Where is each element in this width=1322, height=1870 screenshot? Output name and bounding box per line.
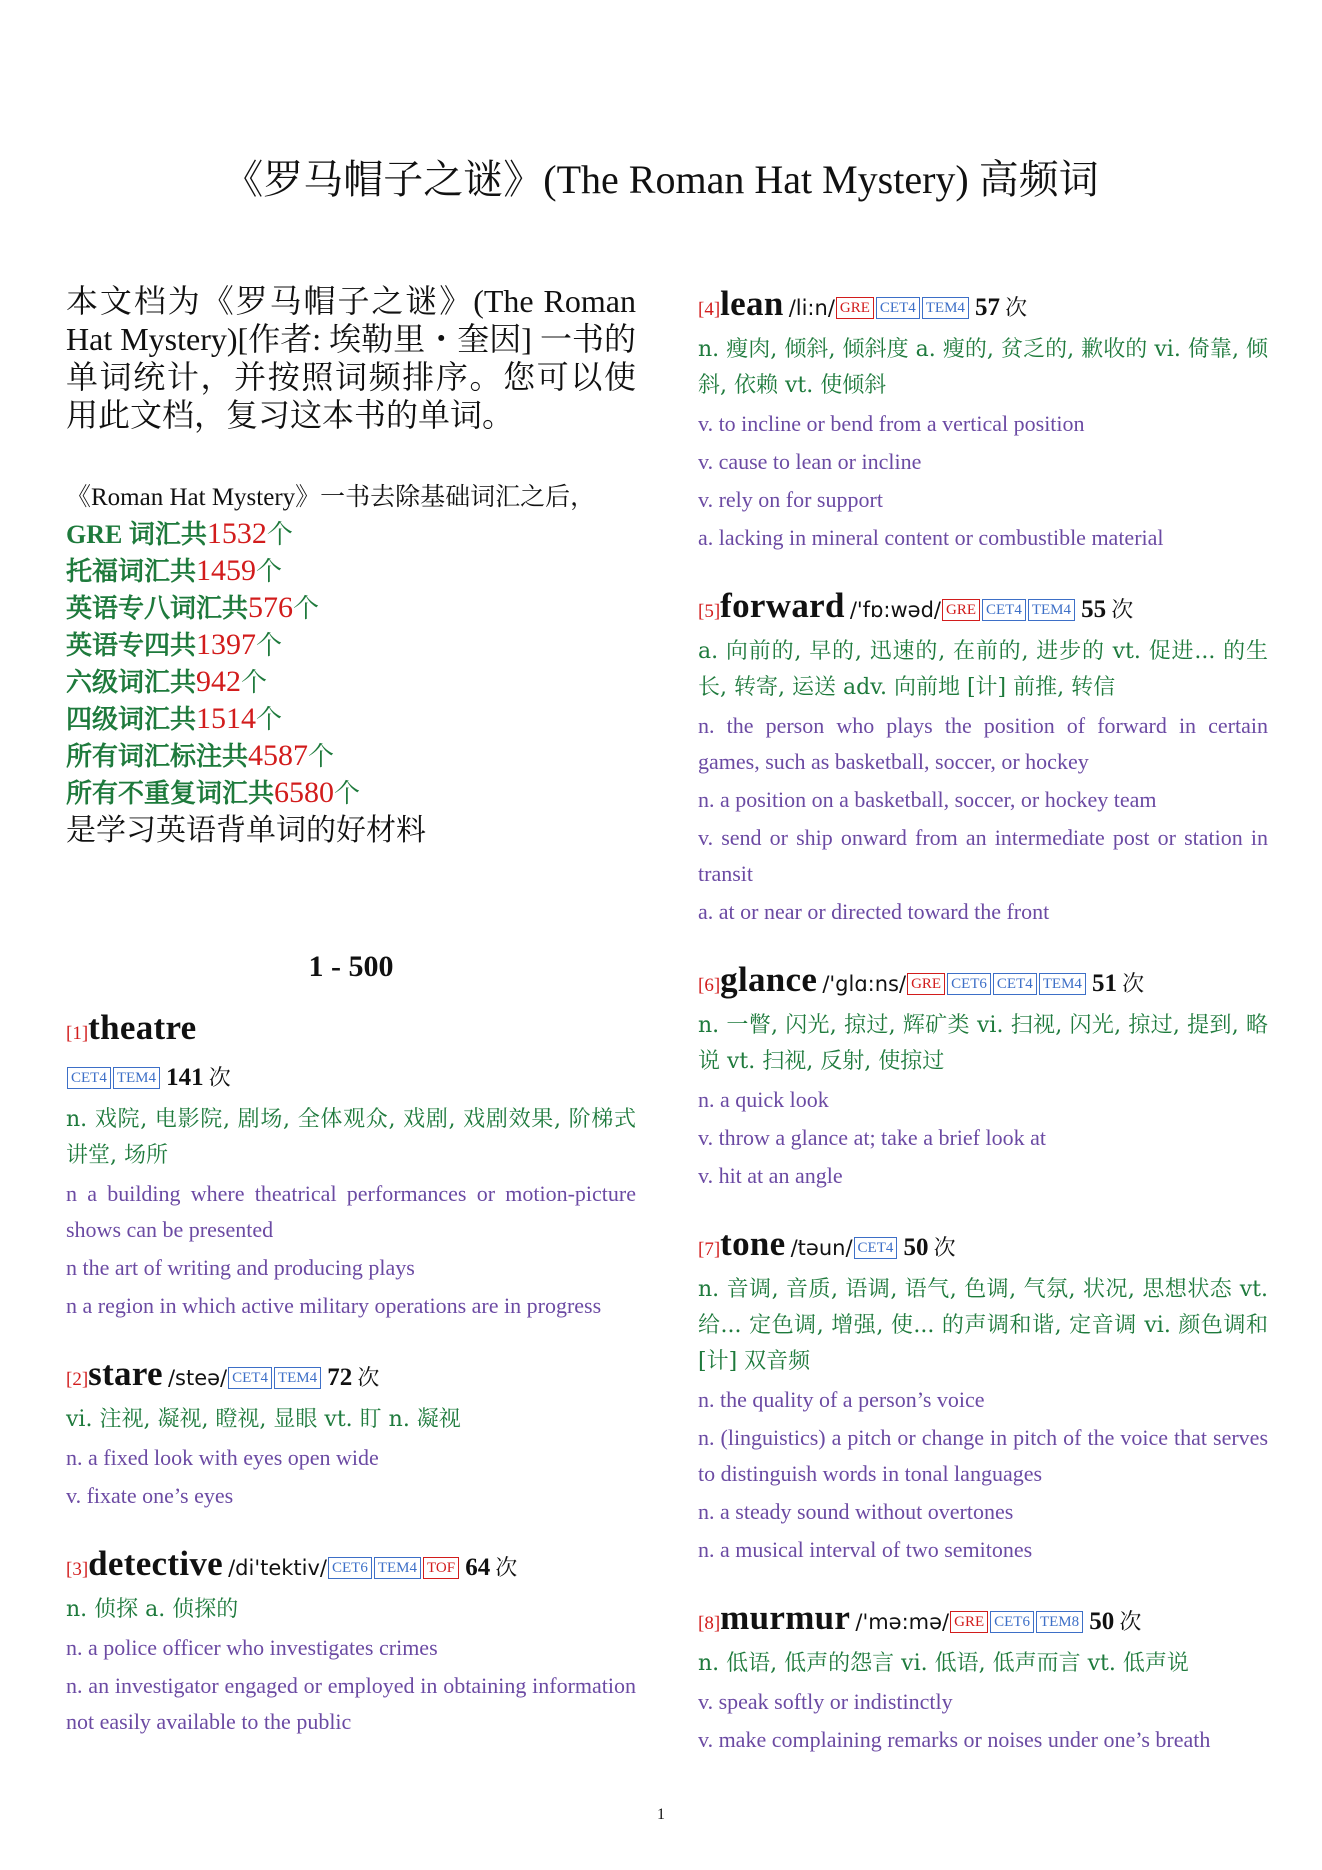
english-definition: v. send or ship onward from an intermediate post or station in transit xyxy=(698,825,1268,886)
english-definition: n a region in which active military operations are in progress xyxy=(66,1293,602,1318)
entry-head xyxy=(698,584,1268,634)
exam-tag: GRE xyxy=(907,973,945,995)
english-definition: v. speak softly or indistinctly xyxy=(698,1689,953,1714)
frequency-unit: 次 xyxy=(1005,295,1028,320)
stat-line xyxy=(66,553,636,590)
entry-head xyxy=(698,282,1268,332)
word-entry xyxy=(66,1352,636,1514)
english-definition: v. rely on for support xyxy=(698,487,883,512)
stat-line xyxy=(66,590,636,627)
stat-label: 所有不重复词汇共 xyxy=(66,779,275,808)
english-definition: n the art of writing and producing plays xyxy=(66,1255,415,1280)
english-definition: n. a steady sound without overtones xyxy=(698,1499,1014,1524)
entries-left xyxy=(66,1006,636,1740)
chinese-definition: n. 低语, 低声的怨言 vi. 低语, 低声而言 vt. 低声说 xyxy=(698,1651,1189,1676)
headword: detective xyxy=(88,1544,223,1583)
stat-line xyxy=(66,738,636,775)
exam-tag: CET4 xyxy=(993,973,1037,995)
page-number: 1 xyxy=(657,1806,665,1823)
exam-tag: CET4 xyxy=(876,297,920,319)
frequency-count: 64 xyxy=(465,1554,491,1581)
right-column xyxy=(698,282,1268,1786)
exam-tag: CET4 xyxy=(228,1367,272,1389)
headword: theatre xyxy=(88,1008,197,1047)
word-entry xyxy=(698,1596,1268,1758)
entry-index: [8] xyxy=(698,1613,721,1634)
stat-number: 1532 xyxy=(206,517,267,550)
english-definition: n. a fixed look with eyes open wide xyxy=(66,1445,379,1470)
english-definition: n a building where theatrical performances or motion-picture shows can be presented xyxy=(66,1181,636,1242)
stat-unit: 个 xyxy=(266,520,293,549)
chinese-definition: a. 向前的, 早的, 迅速的, 在前的, 进步的 vt. 促进... 的生长, 转寄, 运送 adv. 向前地 [计] 前推, 转信 xyxy=(698,639,1268,700)
exam-tag: CET6 xyxy=(947,973,991,995)
entry-index: [2] xyxy=(66,1369,89,1390)
intro-paragraph: 本文档为《罗马帽子之谜》(The Roman Hat Mystery)[作者: 埃勒里・奎因] 一书的单词统计，并按照词频排序。您可以使用此文档，复习这本书的单词。 xyxy=(66,283,636,433)
stat-number: 576 xyxy=(248,591,294,624)
phonetic: /'mə:mə/ xyxy=(855,1610,950,1634)
frequency-count: 51 xyxy=(1092,970,1118,997)
phonetic: /'glɑ:ns/ xyxy=(822,972,907,996)
range-heading: 1 - 500 xyxy=(308,950,394,983)
stat-line xyxy=(66,701,636,738)
frequency-unit: 次 xyxy=(357,1365,380,1390)
english-definition: a. at or near or directed toward the front xyxy=(698,899,1050,924)
phonetic: /təun/ xyxy=(790,1236,853,1260)
chinese-definition: n. 戏院, 电影院, 剧场, 全体观众, 戏剧, 戏剧效果, 阶梯式讲堂, 场所 xyxy=(66,1107,636,1168)
headword: murmur xyxy=(720,1598,851,1637)
stats-list xyxy=(66,516,636,812)
exam-tag: CET4 xyxy=(67,1067,111,1089)
exam-tag: TEM4 xyxy=(1039,973,1086,995)
stats-tail: 是学习英语背单词的好材料 xyxy=(66,814,426,847)
word-entry xyxy=(66,1542,636,1740)
entry-tags xyxy=(66,1056,636,1102)
exam-tag: CET4 xyxy=(982,599,1026,621)
chinese-definition: n. 侦探 a. 侦探的 xyxy=(66,1597,239,1622)
exam-tag: CET6 xyxy=(990,1611,1034,1633)
stat-unit: 个 xyxy=(334,779,361,808)
stat-unit: 个 xyxy=(293,594,320,623)
english-definition: n. (linguistics) a pitch or change in pitch of the voice that serves to distinguish words in tonal languages xyxy=(698,1425,1268,1486)
english-definition: n. the quality of a person’s voice xyxy=(698,1387,985,1412)
stat-label: 六级词汇共 xyxy=(66,668,197,697)
word-entry xyxy=(698,282,1268,556)
english-definition: v. hit at an angle xyxy=(698,1163,843,1188)
english-definition: v. cause to lean or incline xyxy=(698,449,922,474)
stats-block xyxy=(66,480,636,850)
word-entry xyxy=(698,584,1268,930)
english-definition: n. a quick look xyxy=(698,1087,829,1112)
entry-index: [6] xyxy=(698,975,721,996)
english-definition: n. a musical interval of two semitones xyxy=(698,1537,1033,1562)
entry-head xyxy=(698,958,1268,1008)
frequency-count: 50 xyxy=(1089,1608,1115,1635)
stat-label: 托福词汇共 xyxy=(66,557,197,586)
word-entry xyxy=(698,1222,1268,1568)
entry-index: [5] xyxy=(698,601,721,622)
exam-tag: TEM4 xyxy=(374,1557,421,1579)
entry-head xyxy=(698,1596,1268,1646)
stat-unit: 个 xyxy=(256,557,283,586)
stat-line xyxy=(66,516,636,553)
exam-tag: CET4 xyxy=(854,1237,898,1259)
exam-tag: GRE xyxy=(942,599,980,621)
stat-unit: 个 xyxy=(256,705,283,734)
phonetic: /li:n/ xyxy=(788,296,835,320)
chinese-definition: n. 瘦肉, 倾斜, 倾斜度 a. 瘦的, 贫乏的, 歉收的 vi. 倚靠, 倾斜, 依赖 vt. 使倾斜 xyxy=(698,337,1268,398)
left-column xyxy=(66,282,636,1768)
frequency-unit: 次 xyxy=(933,1235,956,1260)
exam-tag: GRE xyxy=(950,1611,988,1633)
exam-tag: TEM4 xyxy=(1028,599,1075,621)
frequency-count: 141 xyxy=(166,1064,204,1091)
stat-unit: 个 xyxy=(256,631,283,660)
exam-tag: TEM4 xyxy=(113,1067,160,1089)
headword: forward xyxy=(720,586,845,625)
headword: tone xyxy=(720,1224,786,1263)
frequency-unit: 次 xyxy=(1119,1609,1142,1634)
stat-number: 942 xyxy=(196,665,242,698)
frequency-count: 50 xyxy=(903,1234,929,1261)
exam-tag: GRE xyxy=(836,297,874,319)
entries-right xyxy=(698,282,1268,1758)
stats-heading: 《Roman Hat Mystery》一书去除基础词汇之后， xyxy=(66,484,596,511)
stat-number: 1514 xyxy=(196,702,257,735)
stat-number: 1459 xyxy=(196,554,257,587)
phonetic: /steə/ xyxy=(167,1366,228,1390)
chinese-definition: n. 一瞥, 闪光, 掠过, 辉矿类 vi. 扫视, 闪光, 掠过, 提到, 略说 vt. 扫视, 反射, 使掠过 xyxy=(698,1013,1268,1074)
stat-line xyxy=(66,775,636,812)
english-definition: v. fixate one’s eyes xyxy=(66,1483,234,1508)
word-entry xyxy=(698,958,1268,1194)
english-definition: v. make complaining remarks or noises under one’s breath xyxy=(698,1727,1211,1752)
stat-line xyxy=(66,627,636,664)
stat-label: 所有词汇标注共 xyxy=(66,742,249,771)
stat-label: 英语专四共 xyxy=(66,631,197,660)
entry-index: [1] xyxy=(66,1023,89,1044)
frequency-unit: 次 xyxy=(1111,597,1134,622)
stat-number: 4587 xyxy=(248,739,309,772)
stat-line xyxy=(66,664,636,701)
english-definition: n. a position on a basketball, soccer, or hockey team xyxy=(698,787,1157,812)
stat-number: 1397 xyxy=(196,628,257,661)
stat-unit: 个 xyxy=(241,668,268,697)
frequency-count: 72 xyxy=(327,1364,353,1391)
stat-unit: 个 xyxy=(308,742,335,771)
entry-head xyxy=(66,1006,636,1056)
stat-number: 6580 xyxy=(274,776,335,809)
entry-index: [3] xyxy=(66,1559,89,1580)
exam-tag: TEM4 xyxy=(922,297,969,319)
entry-index: [4] xyxy=(698,299,721,320)
frequency-unit: 次 xyxy=(1122,971,1145,996)
stat-label: 四级词汇共 xyxy=(66,705,197,734)
stat-label: GRE 词汇共 xyxy=(66,520,207,549)
entry-head xyxy=(66,1542,636,1592)
phonetic: /di'tektiv/ xyxy=(228,1556,327,1580)
headword: lean xyxy=(720,284,784,323)
page-title: 《罗马帽子之谜》(The Roman Hat Mystery) 高频词 xyxy=(223,157,1099,202)
english-definition: n. the person who plays the position of forward in certain games, such as basketball, soccer, or hockey xyxy=(698,713,1268,774)
word-entry xyxy=(66,1006,636,1324)
headword: stare xyxy=(88,1354,163,1393)
exam-tag: TEM8 xyxy=(1036,1611,1083,1633)
frequency-unit: 次 xyxy=(495,1555,518,1580)
chinese-definition: n. 音调, 音质, 语调, 语气, 色调, 气氛, 状况, 思想状态 vt. 给... 定色调, 增强, 使... 的声调和谐, 定音调 vi. 颜色调和 [计] 双音频 xyxy=(698,1277,1268,1374)
frequency-unit: 次 xyxy=(208,1065,231,1090)
exam-tag: TOF xyxy=(423,1557,459,1579)
entry-head xyxy=(66,1352,636,1402)
frequency-count: 57 xyxy=(975,294,1001,321)
entry-index: [7] xyxy=(698,1239,721,1260)
english-definition: n. an investigator engaged or employed in obtaining information not easily available to the public xyxy=(66,1673,636,1734)
exam-tag: CET6 xyxy=(328,1557,372,1579)
frequency-count: 55 xyxy=(1081,596,1107,623)
entry-head xyxy=(698,1222,1268,1272)
headword: glance xyxy=(720,960,818,999)
english-definition: n. a police officer who investigates crimes xyxy=(66,1635,438,1660)
english-definition: v. throw a glance at; take a brief look at xyxy=(698,1125,1046,1150)
stat-label: 英语专八词汇共 xyxy=(66,594,249,623)
phonetic: /'fɒ:wəd/ xyxy=(849,598,941,622)
exam-tag: TEM4 xyxy=(274,1367,321,1389)
chinese-definition: vi. 注视, 凝视, 瞪视, 显眼 vt. 盯 n. 凝视 xyxy=(66,1407,461,1432)
english-definition: v. to incline or bend from a vertical position xyxy=(698,411,1085,436)
english-definition: a. lacking in mineral content or combustible material xyxy=(698,525,1164,550)
